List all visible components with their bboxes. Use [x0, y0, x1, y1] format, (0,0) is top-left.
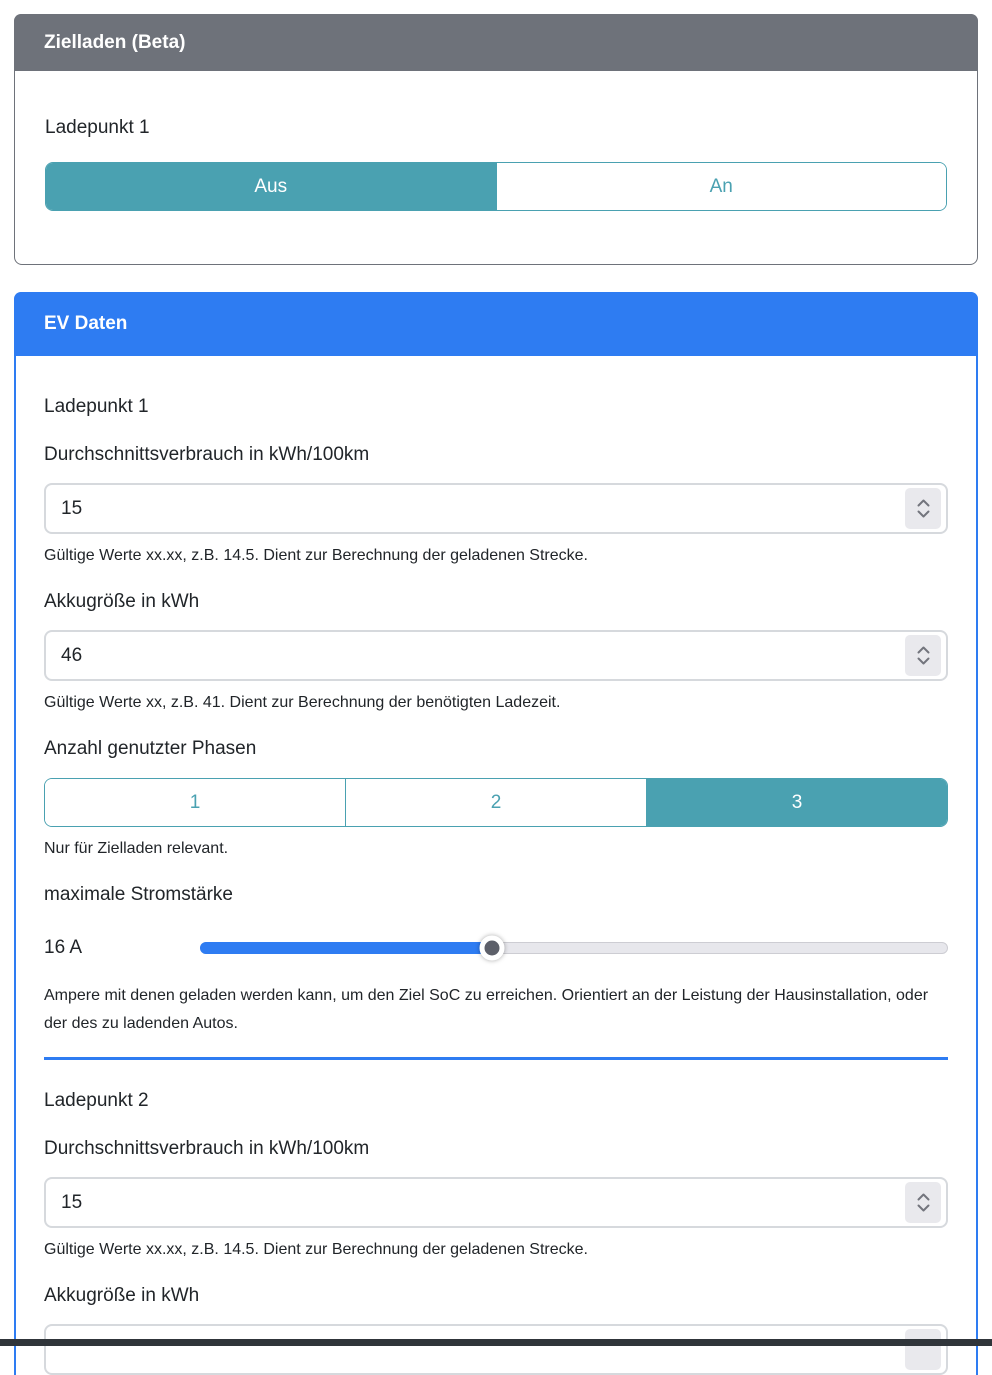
cp1-consumption-label: Durchschnittsverbrauch in kWh/100km: [44, 444, 370, 465]
ev-daten-card: [14, 292, 978, 1375]
ev-daten-card-header: [14, 292, 978, 356]
cp1-battery-input[interactable]: [46, 645, 905, 667]
max-current-slider-fill: [200, 942, 492, 954]
cp1-phases-label: Anzahl genutzter Phasen: [44, 738, 257, 759]
zielladen-card-body: [15, 71, 977, 264]
ev-daten-card-title: EV Daten: [44, 313, 128, 334]
ev-daten-card-body: [16, 356, 976, 1375]
settings-page: [0, 14, 992, 1346]
stepper-up-icon[interactable]: [917, 1193, 930, 1201]
stepper-down-icon[interactable]: [917, 1204, 930, 1212]
zielladen-card-header: [14, 14, 978, 71]
stepper-down-icon[interactable]: [917, 510, 930, 518]
cp1-battery-label: Akkugröße in kWh: [44, 591, 200, 612]
bottom-edge-bar: [0, 1339, 992, 1346]
zielladen-off-button[interactable]: Aus: [46, 163, 496, 210]
phases-2-button[interactable]: 2: [345, 779, 646, 826]
stepper-up-icon[interactable]: [917, 646, 930, 654]
cp1-consumption-field: [44, 483, 948, 534]
cp2-section-label: Ladepunkt 2: [44, 1090, 149, 1111]
cp1-max-current-slider[interactable]: [200, 942, 948, 954]
phases-1-button[interactable]: 1: [45, 779, 345, 826]
phases-3-button[interactable]: 3: [646, 779, 947, 826]
zielladen-card-title: Zielladen (Beta): [44, 31, 186, 53]
cp2-consumption-label: Durchschnittsverbrauch in kWh/100km: [44, 1138, 370, 1159]
cp1-consumption-input[interactable]: [46, 498, 905, 520]
cp1-section-label: Ladepunkt 1: [44, 396, 149, 417]
cp1-max-current-help: Ampere mit denen geladen werden kann, um den Ziel SoC zu erreichen. Orientiert an der Leistung der Hausinstallation, oder der des zu ladenden Autos.: [44, 987, 929, 1032]
stepper-down-icon[interactable]: [917, 657, 930, 665]
cp2-battery-label: Akkugröße in kWh: [44, 1285, 200, 1306]
cp1-max-current-row: [44, 930, 948, 966]
zielladen-toggle-group: [45, 162, 947, 211]
cp1-phases-group: [44, 778, 948, 827]
cp1-battery-field: [44, 630, 948, 681]
max-current-slider-thumb[interactable]: [479, 936, 504, 961]
cp2-battery-stepper[interactable]: [905, 1329, 941, 1370]
chargepoint-1-label: Ladepunkt 1: [45, 117, 150, 138]
cp1-consumption-stepper[interactable]: [905, 488, 941, 529]
cp1-battery-stepper[interactable]: [905, 635, 941, 676]
stepper-up-icon[interactable]: [917, 499, 930, 507]
cp1-phases-help: Nur für Zielladen relevant.: [44, 840, 229, 857]
cp1-max-current-value: 16 A: [44, 937, 83, 958]
zielladen-card: [14, 14, 978, 265]
cp2-consumption-stepper[interactable]: [905, 1182, 941, 1223]
cp1-max-current-label: maximale Stromstärke: [44, 884, 233, 905]
section-divider: [44, 1057, 948, 1060]
cp2-consumption-input[interactable]: [46, 1192, 905, 1214]
zielladen-on-button[interactable]: An: [496, 163, 947, 210]
cp1-consumption-help: Gültige Werte xx.xx, z.B. 14.5. Dient zur Berechnung der geladenen Strecke.: [44, 547, 588, 564]
cp2-consumption-help: Gültige Werte xx.xx, z.B. 14.5. Dient zur Berechnung der geladenen Strecke.: [44, 1241, 588, 1258]
cp2-consumption-field: [44, 1177, 948, 1228]
cp1-battery-help: Gültige Werte xx, z.B. 41. Dient zur Berechnung der benötigten Ladezeit.: [44, 694, 561, 711]
